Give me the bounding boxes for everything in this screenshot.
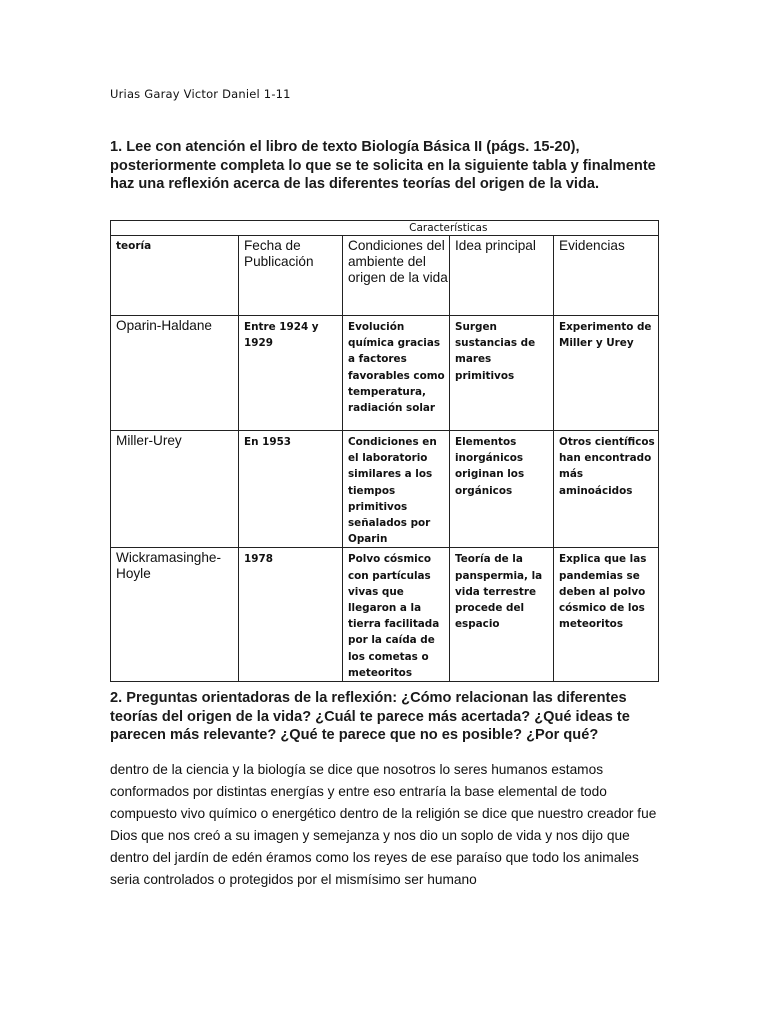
date-cell: 1978	[239, 548, 343, 682]
table-caption-row	[111, 221, 659, 236]
idea-cell: Teoría de la panspermia, la vida terrestre procede del espacio	[450, 548, 554, 682]
conditions-cell: Polvo cósmico con partículas vivas que llegaron a la tierra facilitada por la caída de los cometas o meteoritos	[343, 548, 450, 682]
table-caption: Características	[239, 221, 659, 236]
author-line: Urias Garay Victor Daniel 1-11	[110, 87, 291, 101]
theory-name: Oparin-Haldane	[111, 316, 239, 431]
conditions-cell: Evolución química gracias a factores favorables como temperatura, radiación solar	[343, 316, 450, 431]
table-row	[111, 548, 659, 682]
caption-blank-cell	[111, 221, 239, 236]
idea-cell: Surgen sustancias de mares primitivos	[450, 316, 554, 431]
header-theory: teoría	[111, 236, 239, 316]
question-2-heading: 2. Preguntas orientadoras de la reflexión: ¿Cómo relacionan las diferentes teorías del origen de la vida? ¿Cuál te parece más acertada? ¿Qué ideas te parecen más relevante? ¿Qué te parece que no es posible? ¿Por qué?	[110, 690, 630, 744]
evidence-cell: Experimento de Miller y Urey	[554, 316, 659, 431]
theory-name: Wickramasinghe-Hoyle	[111, 548, 239, 682]
evidence-cell: Otros científicos han encontrado más aminoácidos	[554, 431, 659, 548]
question-1-heading: 1. Lee con atención el libro de texto Biología Básica II (págs. 15-20), posteriormente completa lo que se te solicita en la siguiente tabla y finalmente haz una reflexión acerca de las diferentes teorías del origen de la vida.	[110, 139, 656, 193]
date-cell: Entre 1924 y 1929	[239, 316, 343, 431]
reflection-answer: dentro de la ciencia y la biología se dice que nosotros lo seres humanos estamos conformados por distintas energías y entre eso entraría la base elemental de todo compuesto vivo químico o energético dentro de la religión se dice que nuestro creador fue Dios que nos creó a su imagen y semejanza y nos dio un soplo de vida y nos dijo que dentro del jardín de edén éramos como los reyes de ese paraíso que todo los animales seria controlados o protegidos por el mismísimo ser humano	[110, 762, 657, 887]
header-evidence: Evidencias	[554, 236, 659, 316]
theories-table	[110, 220, 659, 682]
table-row	[111, 431, 659, 548]
table-header-row	[111, 236, 659, 316]
header-idea: Idea principal	[450, 236, 554, 316]
header-date: Fecha de Publicación	[239, 236, 343, 316]
evidence-cell: Explica que las pandemias se deben al polvo cósmico de los meteoritos	[554, 548, 659, 682]
table-row	[111, 316, 659, 431]
header-conditions: Condiciones del ambiente del origen de la vida	[343, 236, 450, 316]
idea-cell: Elementos inorgánicos originan los orgánicos	[450, 431, 554, 548]
theory-name: Miller-Urey	[111, 431, 239, 548]
conditions-cell: Condiciones en el laboratorio similares a los tiempos primitivos señalados por Oparin	[343, 431, 450, 548]
date-cell: En 1953	[239, 431, 343, 548]
